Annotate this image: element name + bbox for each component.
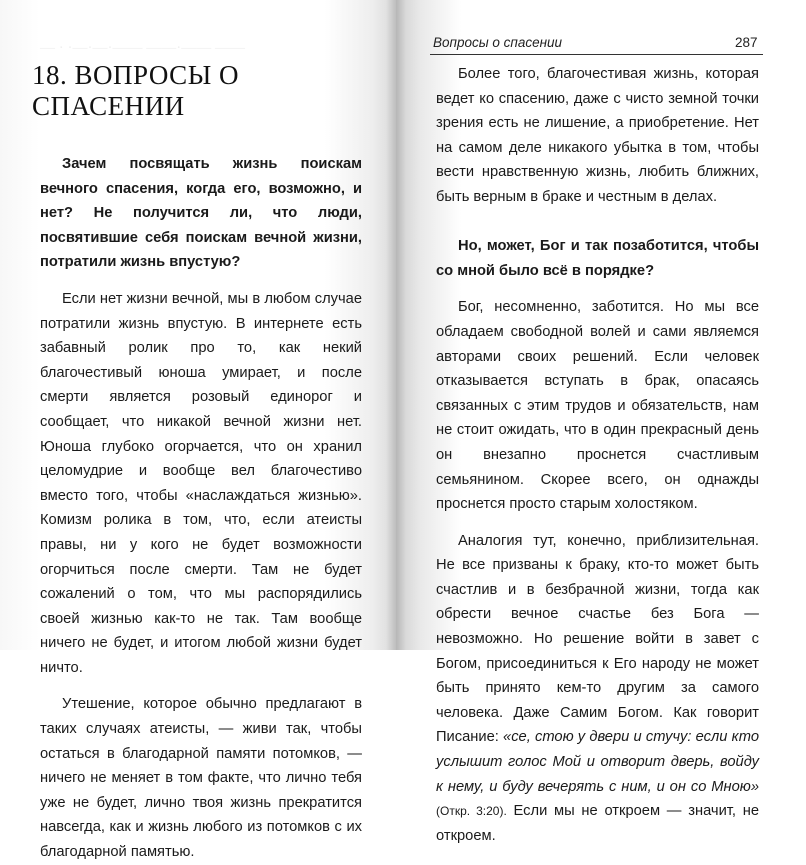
question-heading: Зачем посвящать жизнь поискам вечного спасения, когда его, возможно, и нет? Не получится ли, что люди, посвятившие себя поискам вечной жизни, потратили жизнь впустую?: [40, 156, 362, 271]
paragraph: Утешение, которое обычно предлагают в таких случаях атеисты, — живи так, чтобы остаться в благодарной памяти потомков, — ничего не меняет в том факте, что лично тебя уже не будет, лично твоя жизнь прекратится навсегда, как и жизнь любого из потомков с их благодарной памятью.: [40, 696, 362, 861]
left-page: [0, 0, 396, 861]
paragraph: Бог, несомненно, заботится. Но мы все обладаем свободной волей и сами являемся авторами своих решений. Если человек отказывается вступать в брак, опасаясь связанных с этим трудов и обязательств, нам не стоит ожидать, что в один прекрасный день он внезапно проснется счастливым семьянином. Скорее всего, он однажды проснется просто старым холостяком.: [436, 299, 759, 513]
left-text-column: [40, 152, 362, 865]
bleed-through-header: — · ·—·—·—— ——·—— ——: [40, 40, 245, 56]
paragraph: Более того, благочестивая жизнь, которая ведет ко спасению, даже с чисто земной точки зрения есть не лишение, а приобретение. Нет на самом деле никакого убытка в том, чтобы вести нравственную жизнь, любить ближних, быть верным в браке и честным в делах.: [436, 66, 759, 205]
paragraph-text: Аналогия тут, конечно, приблизительная. Не все призваны к браку, кто-то может быть счастлив и в безбрачной жизни, тогда как обрести вечное счастье без Бога — невозможно. Но решение войти в завет с Богом, присоединиться к Его народу не может быть принято кем-то другим за самого человека. Даже Самим Богом. Как говорит Писание:: [436, 532, 759, 746]
right-text-column: [436, 62, 759, 848]
paragraph: Если нет жизни вечной, мы в любом случае потратили жизнь впустую. В интернете есть забавный ролик про то, как некий благочестивый юноша умирает, и после смерти является розовый единорог и сообщает, что никакой вечной жизни нет. Юноша глубоко огорчается, что он хранил целомудрие и вообще вел благочестиво вместо того, чтобы «наслаждаться жизнью». Комизм ролика в том, что, если атеисты правы, ни у кого не будет возможности огорчиться после смерти. Там не будет сожалений о том, что мы распорядились своей жизнью как-то не так. Там вообще ничего не будет, и итогом любой жизни будет ничто.: [40, 290, 362, 676]
header-rule: [430, 54, 763, 55]
running-head: Вопросы о спасении: [433, 35, 563, 50]
scripture-quote: «се, стою у двери и стучу: если кто услышит голос Мой и отворит дверь, войду к нему, и буду вечерять с ним, и он со Мною»: [436, 729, 759, 795]
question-heading: Но, может, Бог и так позаботится, чтобы со мной было всё в порядке?: [436, 238, 759, 279]
chapter-title: 18. ВОПРОСЫ О СПАСЕНИИ: [32, 60, 239, 121]
book-gutter: [386, 0, 406, 650]
paragraph-text: Если мы не откроем — значит, не откроем.: [436, 803, 759, 844]
paragraph: [436, 529, 759, 849]
scripture-reference: (Откр. 3:20).: [436, 804, 507, 819]
page-number: 287: [735, 35, 758, 50]
